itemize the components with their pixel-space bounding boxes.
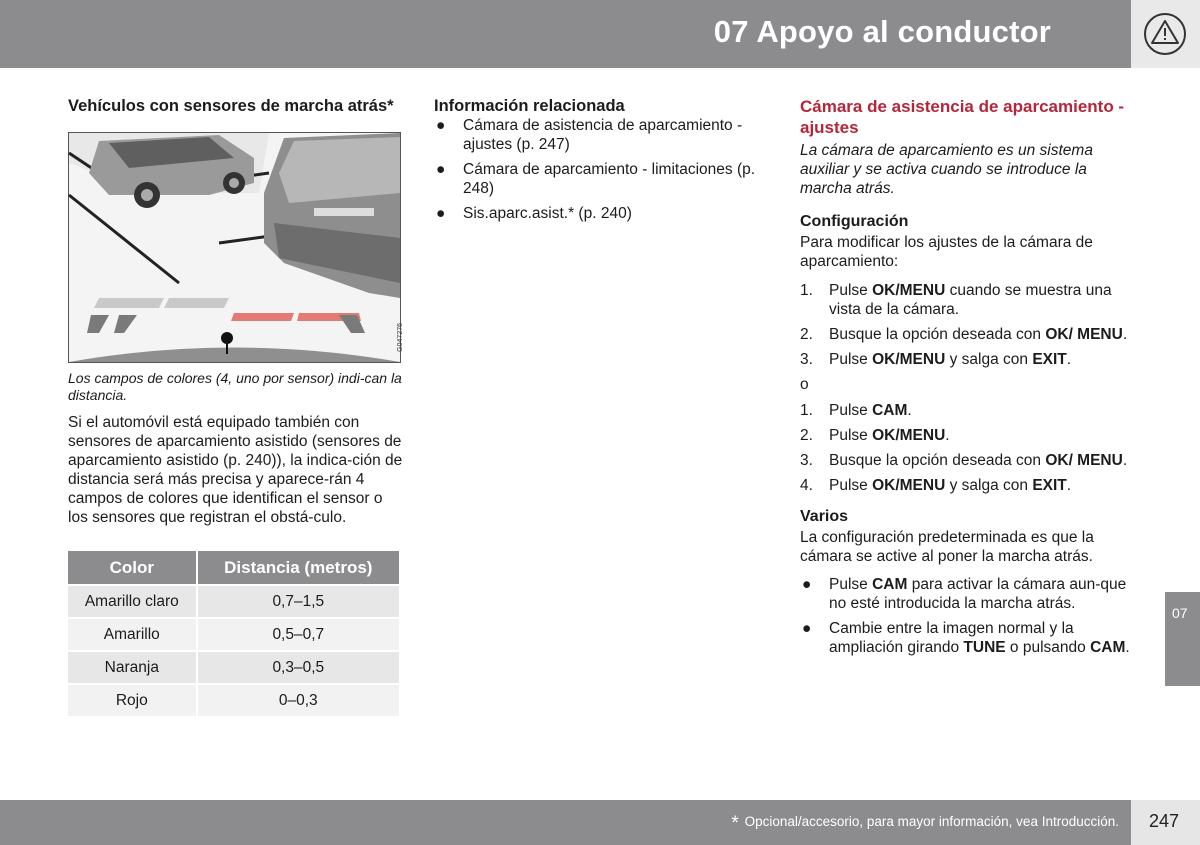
or-separator: o — [800, 376, 809, 393]
list-item: 2. Busque la opción deseada con OK/ MENU. — [800, 326, 1128, 343]
list-item: ● Cambie entre la imagen normal y la ampliación girando TUNE o pulsando CAM. — [802, 620, 1130, 656]
bullet-icon: ● — [436, 117, 446, 134]
table-header-distance: Distancia (metros) — [197, 551, 399, 585]
table-cell-distance: 0,3–0,5 — [197, 651, 399, 684]
bullet-icon: ● — [436, 205, 446, 222]
list-item: 3. Busque la opción deseada con OK/ MENU. — [800, 452, 1128, 469]
chapter-side-tab — [1165, 592, 1200, 686]
distance-table — [68, 551, 399, 716]
bullet-icon: ● — [802, 620, 812, 637]
related-info-title: Información relacionada — [434, 97, 625, 115]
footer-bar — [0, 800, 1131, 845]
list-item: 4. Pulse OK/MENU y salga con EXIT. — [800, 477, 1072, 494]
related-link[interactable]: ● Sis.aparc.asist.* (p. 240) — [436, 205, 632, 222]
chapter-header-bar — [0, 0, 1131, 68]
image-code: G047276 — [397, 323, 404, 352]
related-link[interactable]: ● Cámara de asistencia de aparcamiento - ajustes (p. 247) — [436, 117, 743, 153]
photo-caption: Los campos de colores (4, uno por sensor) indi-can la distancia. — [68, 370, 402, 403]
table-cell-distance: 0,7–1,5 — [197, 585, 399, 618]
right-column — [800, 96, 1135, 663]
related-links-list — [434, 116, 764, 223]
page-number: 247 — [1149, 811, 1180, 831]
varios-heading: Varios — [800, 508, 849, 525]
camera-intro: La cámara de aparcamiento es un sistema auxiliar y se activa cuando se introduce la marcha atrás. — [800, 142, 1093, 197]
side-tab-label: 07 — [1172, 605, 1188, 621]
section-title-rear-sensors: Vehículos con sensores de marcha atrás* — [68, 97, 394, 115]
camera-settings-title: Cámara de asistencia de aparcamiento - ajustes — [800, 97, 1125, 137]
table-cell-distance: 0–0,3 — [197, 684, 399, 716]
list-item: ● Pulse CAM para activar la cámara aun-que no esté introducida la marcha atrás. — [802, 576, 1127, 612]
footer-note: * Opcional/accesorio, para mayor información, vea Introducción. — [731, 813, 1119, 834]
warning-triangle-icon — [1143, 12, 1187, 56]
list-item: 1. Pulse OK/MENU cuando se muestra una vista de la cámara. — [800, 282, 1112, 318]
asterisk: * — [731, 813, 739, 834]
config-heading: Configuración — [800, 213, 909, 230]
table-cell-color: Amarillo — [68, 618, 197, 651]
steps-list-a — [800, 281, 1135, 369]
rear-camera-photo — [68, 132, 404, 363]
config-text: Para modificar los ajustes de la cámara de aparcamiento: — [800, 234, 1093, 270]
table-cell-color: Amarillo claro — [68, 585, 197, 618]
varios-bullets — [800, 575, 1135, 657]
table-row — [68, 684, 399, 716]
page-number-box — [1131, 800, 1200, 845]
table-row — [68, 651, 399, 684]
list-item: 2. Pulse OK/MENU. — [800, 427, 950, 444]
chapter-title: 07 Apoyo al conductor — [713, 14, 1051, 49]
varios-text: La configuración predeterminada es que la cámara se active al poner la marcha atrás. — [800, 529, 1094, 565]
bullet-icon: ● — [436, 161, 446, 178]
table-row — [68, 618, 399, 651]
bullet-icon: ● — [802, 576, 812, 593]
list-item: 1. Pulse CAM. — [800, 402, 912, 419]
related-link[interactable]: ● Cámara de aparcamiento - limitaciones (p. 248) — [436, 161, 756, 197]
middle-column — [434, 96, 764, 229]
sensor-body-text: Si el automóvil está equipado también con sensores de aparcamiento asistido (sensores de aparcamiento asistido (p. 240)), la indica-ción de distancia será más precisa y aparece-rán 4 campos de colores que identifican el sensor o los sensores que registran el obstá-culo. — [68, 414, 403, 526]
table-cell-color: Rojo — [68, 684, 197, 716]
table-cell-distance: 0,5–0,7 — [197, 618, 399, 651]
list-item: 3. Pulse OK/MENU y salga con EXIT. — [800, 351, 1072, 368]
left-column — [68, 96, 403, 716]
steps-list-b — [800, 401, 1135, 495]
table-row — [68, 585, 399, 618]
table-cell-color: Naranja — [68, 651, 197, 684]
table-header-color: Color — [68, 551, 197, 585]
header-icon-box — [1131, 0, 1200, 68]
